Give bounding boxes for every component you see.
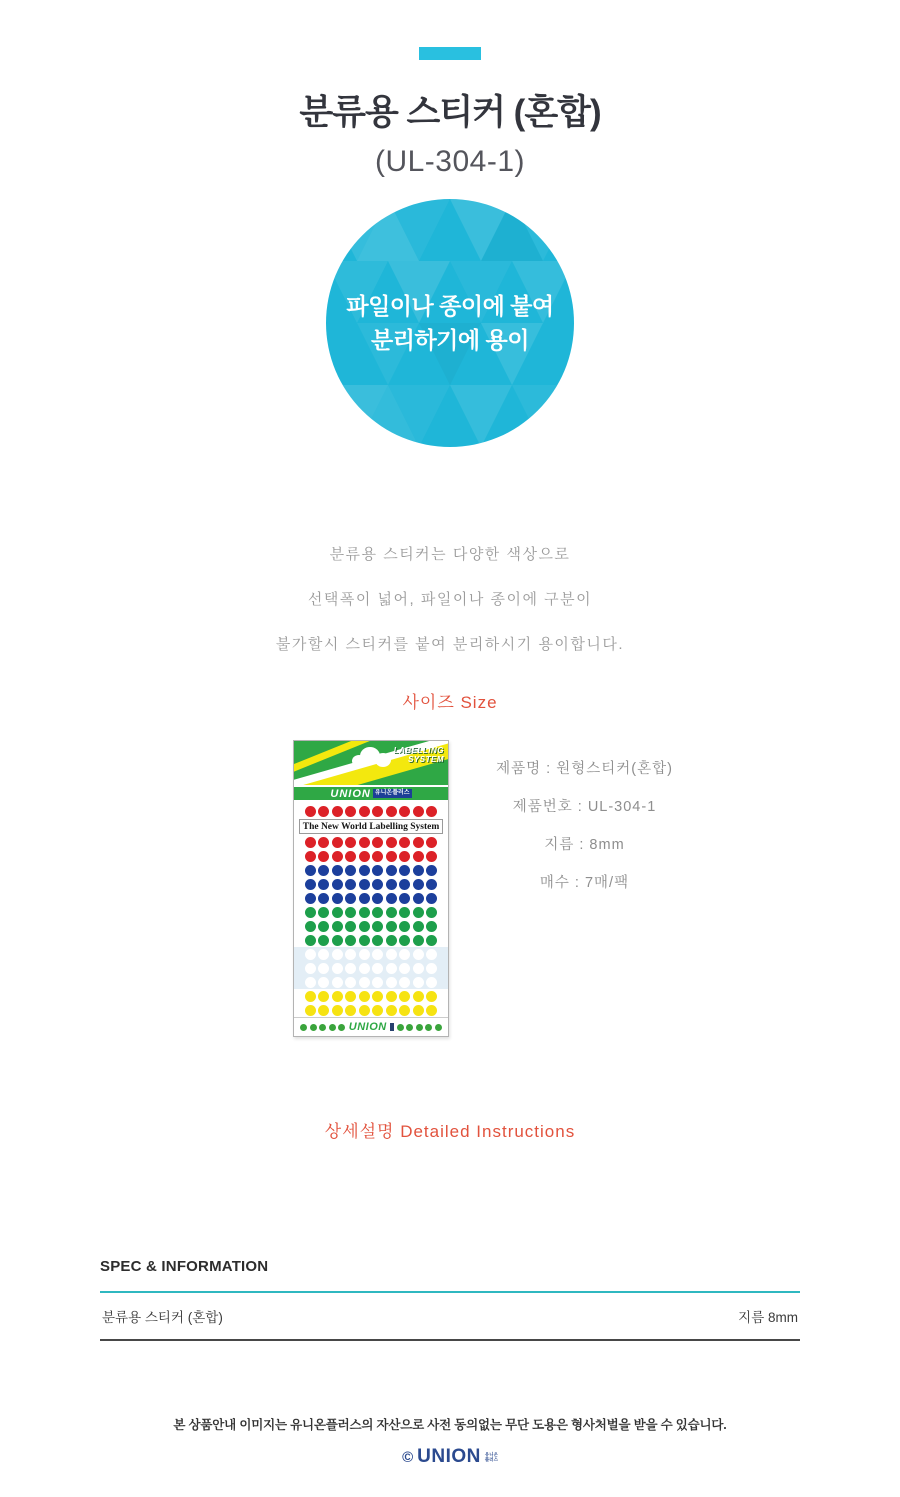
sticker-dot-row (294, 891, 448, 905)
sticker-dot (345, 806, 356, 817)
sticker-dot (372, 963, 383, 974)
sticker-dot (345, 921, 356, 932)
product-description (0, 547, 900, 652)
sticker-dot (332, 879, 343, 890)
footer-dot (406, 1024, 413, 1031)
spec-information-section (100, 1258, 800, 1341)
cloud-shape (360, 747, 380, 765)
package-footer (294, 1017, 448, 1036)
footer-dot (329, 1024, 336, 1031)
sticker-dot (359, 977, 370, 988)
product-area (0, 740, 900, 1037)
sticker-dot (372, 837, 383, 848)
sticker-dot (426, 893, 437, 904)
sticker-dot (359, 865, 370, 876)
sticker-dot (372, 991, 383, 1002)
sticker-dot (305, 991, 316, 1002)
labelling-system-tag (394, 746, 444, 764)
sticker-dot (318, 935, 329, 946)
sticker-dot (426, 837, 437, 848)
sticker-dot (399, 1005, 410, 1016)
sticker-dot (332, 991, 343, 1002)
sticker-dot (359, 879, 370, 890)
sticker-dot (399, 837, 410, 848)
sticker-dot (426, 907, 437, 918)
sticker-dot (399, 949, 410, 960)
product-package-image (293, 740, 449, 1037)
sticker-dot (345, 893, 356, 904)
sticker-dot (372, 935, 383, 946)
sticker-dot (359, 991, 370, 1002)
sticker-dot (399, 879, 410, 890)
sticker-dot (345, 977, 356, 988)
footer-dot (338, 1024, 345, 1031)
sticker-dot (386, 879, 397, 890)
sticker-dot (386, 1005, 397, 1016)
detailed-instructions-label: 상세설명 Detailed Instructions (324, 1122, 576, 1141)
sticker-dot (413, 837, 424, 848)
sticker-dot (413, 935, 424, 946)
sticker-dot (426, 879, 437, 890)
sticker-dot (359, 963, 370, 974)
sticker-dot (345, 991, 356, 1002)
spec-note-line: 제품명 : 원형스티커(혼합) (496, 761, 673, 777)
sticker-dot (318, 851, 329, 862)
sticker-dot (413, 865, 424, 876)
sticker-dot (426, 1005, 437, 1016)
product-code: (UL-304-1) (374, 145, 526, 178)
sticker-dot (305, 893, 316, 904)
sticker-rows-main (294, 835, 448, 1017)
sticker-dot (399, 935, 410, 946)
sticker-dot (305, 977, 316, 988)
sticker-dot (345, 949, 356, 960)
sticker-dot (359, 935, 370, 946)
footer-dot (425, 1024, 432, 1031)
sticker-dot (426, 977, 437, 988)
sticker-dot (372, 921, 383, 932)
sticker-dot-row (294, 933, 448, 947)
union-logo-subtext (485, 1452, 498, 1462)
package-header (294, 741, 448, 785)
sticker-dot (386, 921, 397, 932)
sticker-dot-row (294, 863, 448, 877)
description-line: 불가할시 스티커를 붙여 분리하시기 용이합니다. (275, 636, 625, 653)
brand-subname: 유니온플러스 (374, 790, 410, 796)
sticker-dot (359, 893, 370, 904)
sticker-dot (305, 865, 316, 876)
sticker-dot-row (294, 905, 448, 919)
sticker-dot (345, 837, 356, 848)
sticker-dot (332, 977, 343, 988)
sticker-dot (386, 991, 397, 1002)
brand-name: UNION (330, 787, 371, 800)
description-line: 분류용 스티커는 다양한 색상으로 (329, 546, 571, 563)
sticker-dot (359, 949, 370, 960)
sticker-dot (399, 865, 410, 876)
sticker-dot (399, 963, 410, 974)
sticker-dot (345, 865, 356, 876)
sticker-dot (332, 921, 343, 932)
sticker-dot (305, 1005, 316, 1016)
logo-sub-line: 유니온 (484, 1452, 498, 1457)
sticker-dot-row (294, 989, 448, 1003)
sticker-dot (372, 907, 383, 918)
sticker-dot (318, 837, 329, 848)
sticker-dot (359, 921, 370, 932)
sticker-dot (426, 963, 437, 974)
spec-note-line: 제품번호 : UL-304-1 (512, 799, 657, 815)
sticker-dot (399, 907, 410, 918)
sticker-dot (318, 893, 329, 904)
sticker-dot (305, 851, 316, 862)
sticker-rows-top (294, 804, 448, 818)
sticker-dot (399, 893, 410, 904)
sticker-dot (332, 865, 343, 876)
logo-sub-line: 플러스 (484, 1457, 498, 1462)
sticker-dot (359, 907, 370, 918)
sheet-label-box: The New World Labelling System (299, 819, 443, 834)
sticker-dot (305, 963, 316, 974)
footer-dot (310, 1024, 317, 1031)
top-accent-bar (419, 47, 481, 60)
sticker-dot (413, 1005, 424, 1016)
sticker-dot (359, 851, 370, 862)
sticker-dot (345, 879, 356, 890)
sticker-dot (345, 907, 356, 918)
sticker-dot (386, 935, 397, 946)
sticker-dot (359, 806, 370, 817)
sticker-dot (413, 949, 424, 960)
sticker-dot (413, 851, 424, 862)
sticker-dot (426, 806, 437, 817)
sticker-dot (426, 991, 437, 1002)
footer-brand-chip (390, 1023, 394, 1031)
sticker-dot (399, 851, 410, 862)
page-title: 분류용 스티커 (혼합) (299, 93, 601, 132)
sticker-dot (399, 991, 410, 1002)
sticker-dot (372, 977, 383, 988)
sticker-dot (332, 963, 343, 974)
sticker-dot (399, 921, 410, 932)
sticker-dot (399, 806, 410, 817)
sticker-dot (305, 879, 316, 890)
union-logo-text: UNION (417, 1446, 481, 1467)
sticker-dot (386, 949, 397, 960)
sticker-dot (386, 837, 397, 848)
sticker-dot (318, 991, 329, 1002)
description-line: 선택폭이 넓어, 파일이나 종이에 구분이 (307, 591, 593, 608)
spec-table-row (100, 1293, 800, 1339)
footer-dot (397, 1024, 404, 1031)
sticker-dot-row (294, 804, 448, 818)
sticker-dot (318, 949, 329, 960)
hero-caption-line1: 파일이나 종이에 붙여 (346, 293, 554, 319)
sticker-dot (413, 977, 424, 988)
sticker-dot-row (294, 1003, 448, 1017)
tag-line: SYSTEM (408, 755, 444, 764)
tag-line: LABELLING (393, 746, 444, 755)
sticker-dot (305, 949, 316, 960)
sticker-dot (359, 837, 370, 848)
sticker-dot (318, 977, 329, 988)
spec-note-line: 매수 : 7매/팩 (539, 875, 630, 891)
sticker-dot (426, 851, 437, 862)
spec-note-line: 지름 : 8mm (544, 837, 625, 853)
sticker-dot (345, 963, 356, 974)
sticker-dot (372, 851, 383, 862)
sticker-dot (345, 1005, 356, 1016)
sticker-dot (372, 893, 383, 904)
sticker-dot (426, 865, 437, 876)
package-brand-bar (294, 785, 448, 802)
spec-divider-dark (100, 1339, 800, 1341)
sticker-dot (386, 977, 397, 988)
sticker-dot (318, 921, 329, 932)
sticker-dot-row (294, 835, 448, 849)
footer-dot (319, 1024, 326, 1031)
sticker-dot (318, 806, 329, 817)
hero-circle (326, 199, 574, 447)
product-spec-notes (487, 762, 682, 914)
sticker-dot-row (294, 961, 448, 975)
sticker-dot (386, 806, 397, 817)
sticker-dot (318, 865, 329, 876)
sticker-dot (318, 879, 329, 890)
sticker-dot (413, 963, 424, 974)
sticker-dot (332, 949, 343, 960)
hero-caption (326, 199, 574, 447)
sticker-dot (305, 837, 316, 848)
sticker-dot-row (294, 975, 448, 989)
sticker-dot (426, 949, 437, 960)
union-logo (0, 1446, 900, 1468)
sticker-dot (413, 991, 424, 1002)
sticker-dot (399, 977, 410, 988)
sticker-dot (305, 806, 316, 817)
sticker-dot (372, 865, 383, 876)
sticker-dot (332, 893, 343, 904)
sticker-dot (413, 907, 424, 918)
footer-brand-text: UNION (348, 1021, 387, 1033)
sticker-dot (345, 935, 356, 946)
sticker-dot-row (294, 877, 448, 891)
sticker-dot-row (294, 849, 448, 863)
spec-row-value: 지름 8mm (738, 1310, 798, 1325)
sticker-dot (413, 921, 424, 932)
sticker-dot (332, 851, 343, 862)
sticker-dot (426, 921, 437, 932)
sticker-sheet (294, 802, 448, 1017)
sticker-dot (305, 907, 316, 918)
sticker-dot (372, 879, 383, 890)
sticker-dot (332, 935, 343, 946)
sticker-dot (426, 935, 437, 946)
sticker-dot (413, 879, 424, 890)
sticker-dot (332, 1005, 343, 1016)
sticker-dot (413, 806, 424, 817)
copyright-notice: 본 상품안내 이미지는 유니온플러스의 자산으로 사전 동의없는 무단 도용은 형사처벌을 받을 수 있습니다. (173, 1418, 727, 1432)
sticker-dot (359, 1005, 370, 1016)
sticker-dot (345, 851, 356, 862)
sticker-dot (318, 963, 329, 974)
spec-row-name: 분류용 스티커 (혼합) (102, 1310, 223, 1325)
sticker-dot (413, 893, 424, 904)
footer-dot (416, 1024, 423, 1031)
sticker-dot (372, 806, 383, 817)
sticker-dot (332, 907, 343, 918)
sticker-dot-row (294, 919, 448, 933)
sticker-dot (372, 949, 383, 960)
sticker-dot (332, 806, 343, 817)
sticker-dot (318, 907, 329, 918)
sticker-dot (386, 907, 397, 918)
hero-caption-line2: 분리하기에 용이 (371, 327, 529, 353)
copyright-symbol: © (402, 1448, 414, 1466)
sticker-dot (318, 1005, 329, 1016)
sticker-dot (305, 921, 316, 932)
sticker-dot (372, 1005, 383, 1016)
sticker-dot-row (294, 947, 448, 961)
footer-dot (300, 1024, 307, 1031)
size-section-label: 사이즈 Size (402, 693, 498, 712)
sticker-dot (386, 851, 397, 862)
spec-heading: SPEC & INFORMATION (100, 1258, 269, 1275)
sticker-dot (386, 963, 397, 974)
footer-dot (435, 1024, 442, 1031)
sticker-dot (305, 935, 316, 946)
sticker-dot (386, 893, 397, 904)
sticker-dot (386, 865, 397, 876)
sticker-dot (332, 837, 343, 848)
